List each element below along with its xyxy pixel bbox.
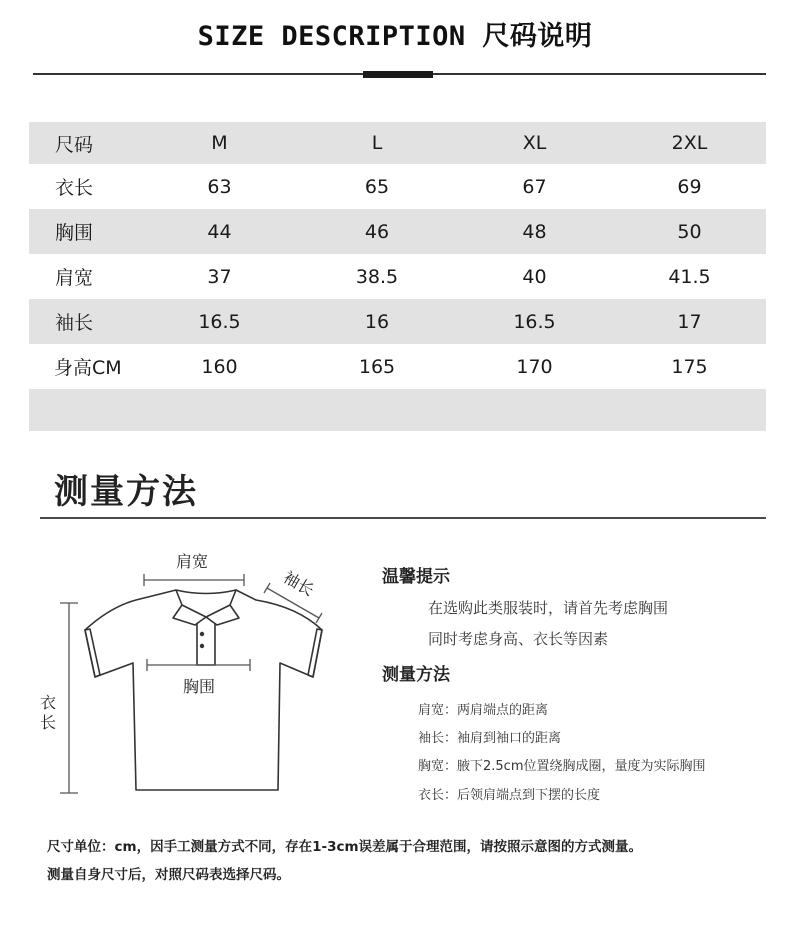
table-cell: 17 bbox=[613, 299, 766, 344]
section-divider bbox=[40, 517, 766, 519]
table-cell: 65 bbox=[364, 175, 390, 198]
table-cell: 160 bbox=[201, 355, 238, 378]
table-cell: 16 bbox=[298, 299, 456, 344]
table-header-cell: 尺码 bbox=[29, 122, 141, 164]
right-cuff bbox=[308, 629, 322, 677]
table-row bbox=[29, 344, 766, 389]
measurement-diagram bbox=[30, 545, 350, 805]
table-cell: 48 bbox=[456, 209, 613, 254]
table-header-cell: 2XL bbox=[613, 122, 766, 164]
table-cell: 165 bbox=[358, 355, 396, 378]
shoulder-label: 肩宽 bbox=[176, 552, 209, 571]
table-header-cell: XL bbox=[456, 122, 613, 164]
tips-line: 同时考虑身高、衣长等因素 bbox=[428, 630, 609, 648]
sleeve-label: 袖长 bbox=[280, 567, 318, 600]
table-cell: 37 bbox=[207, 265, 232, 288]
table-row bbox=[29, 299, 766, 344]
table-cell: 44 bbox=[141, 209, 298, 254]
title-accent-bar bbox=[363, 71, 433, 78]
footnote-line: 测量自身尺寸后，对照尺码表选择尺码。 bbox=[47, 867, 290, 883]
table-cell: 16.5 bbox=[141, 299, 298, 344]
tips-title: 温馨提示 bbox=[382, 567, 450, 587]
table-cell: 50 bbox=[613, 209, 766, 254]
table-cell: 46 bbox=[298, 209, 456, 254]
tips-line: 在选购此类服装时，请首先考虑胸围 bbox=[428, 599, 669, 617]
size-table bbox=[29, 122, 766, 431]
table-cell: 40 bbox=[522, 265, 547, 288]
left-cuff bbox=[85, 629, 100, 677]
method-item: 袖长：袖肩到袖口的距离 bbox=[418, 731, 562, 746]
chest-label: 胸围 bbox=[183, 677, 216, 696]
table-cell: 63 bbox=[207, 175, 232, 198]
row-label: 胸围 bbox=[29, 209, 141, 254]
page-title: SIZE DESCRIPTION 尺码说明 bbox=[197, 21, 593, 52]
method-item: 肩宽：两肩端点的距离 bbox=[418, 703, 549, 718]
table-cell: 41.5 bbox=[668, 265, 711, 288]
table-row bbox=[29, 254, 766, 299]
footnote-line: 尺寸单位：cm，因手工测量方式不同，存在1-3cm误差属于合理范围，请按照示意图的方式测量。 bbox=[47, 839, 643, 855]
table-empty-row bbox=[29, 389, 766, 431]
row-label: 袖长 bbox=[29, 299, 141, 344]
row-label: 衣长 bbox=[55, 177, 94, 199]
table-cell: 67 bbox=[522, 175, 547, 198]
table-cell: 175 bbox=[671, 355, 708, 378]
button-icon bbox=[200, 644, 204, 648]
table-header-cell: M bbox=[141, 122, 298, 164]
button-icon bbox=[200, 632, 204, 636]
length-label: 衣 bbox=[40, 693, 57, 712]
method-title: 测量方法 bbox=[382, 665, 450, 685]
table-row bbox=[29, 164, 766, 209]
table-header-row bbox=[29, 122, 766, 164]
table-row bbox=[29, 209, 766, 254]
row-label: 身高CM bbox=[54, 357, 122, 379]
table-cell: 38.5 bbox=[355, 265, 399, 288]
table-cell: 170 bbox=[516, 355, 553, 378]
measure-section-title: 测量方法 bbox=[54, 472, 198, 512]
collar bbox=[176, 590, 236, 617]
table-cell: 16.5 bbox=[456, 299, 613, 344]
length-label: 长 bbox=[40, 713, 57, 732]
table-header-cell: L bbox=[298, 122, 456, 164]
table-cell: 69 bbox=[677, 175, 702, 198]
method-item: 衣长：后领肩端点到下摆的长度 bbox=[418, 788, 601, 803]
placket bbox=[197, 623, 215, 665]
method-item: 胸宽：腋下2.5cm位置绕胸成圈，量度为实际胸围 bbox=[418, 759, 706, 774]
row-label: 肩宽 bbox=[55, 267, 94, 289]
